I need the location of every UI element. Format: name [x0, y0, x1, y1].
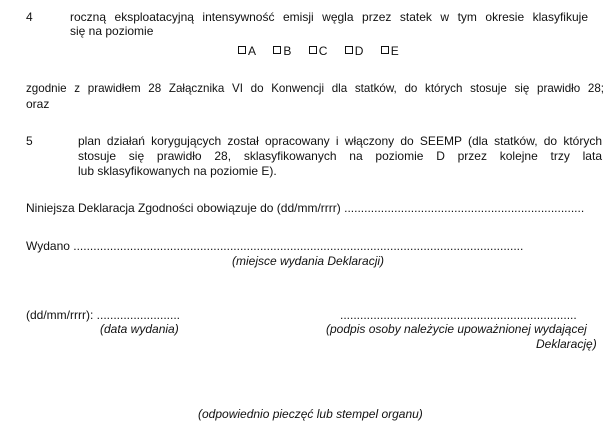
issue-date-field[interactable]: (dd/mm/rrrr): .........................: [26, 308, 181, 322]
classification-checkboxes: [238, 44, 413, 58]
signature-caption-line1: (podpis osoby należycie upoważnionej wydającej: [326, 322, 587, 336]
option-c[interactable]: [309, 44, 328, 58]
checkbox-a[interactable]: [238, 46, 246, 54]
validity-field[interactable]: Niniejsza Deklaracja Zgodności obowiązuje do (dd/mm/rrrr) ........................................................................: [26, 201, 585, 215]
item-5-number: 5: [26, 134, 33, 148]
issued-place-field[interactable]: Wydano .......................................................................................................................................: [26, 239, 524, 253]
option-a-label: A: [248, 44, 257, 58]
compliance-line1: zgodnie z prawidłem 28 Załącznika VI do Konwencji dla statków, do których stosuje się prawidło 28;: [26, 82, 604, 95]
option-c-label: C: [318, 44, 328, 58]
option-e-label: E: [390, 44, 399, 58]
checkbox-b[interactable]: [273, 46, 281, 54]
item-5-text-line1: plan działań korygujących został opracowany i włączony do SEEMP (dla statków, do których: [78, 134, 602, 148]
signature-caption-line2: Deklarację): [536, 337, 597, 351]
issued-place-caption: (miejsce wydania Deklaracji): [232, 254, 385, 268]
option-b[interactable]: [273, 44, 291, 58]
item-4-text-line2: się na poziomie: [70, 24, 154, 38]
compliance-line2: oraz: [26, 97, 50, 111]
option-e[interactable]: [381, 44, 399, 58]
item-5-text-line3: lub sklasyfikowanych na poziomie E).: [78, 164, 277, 178]
seal-caption: (odpowiednio pieczęć lub stempel organu): [198, 407, 423, 421]
checkbox-e[interactable]: [381, 46, 389, 54]
option-b-label: B: [283, 44, 292, 58]
item-4-number: 4: [26, 10, 33, 24]
checkbox-d[interactable]: [345, 46, 353, 54]
option-d-label: D: [354, 44, 364, 58]
issue-date-caption: (data wydania): [100, 322, 179, 336]
item-4-text-line1: roczną eksploatacyjną intensywność emisji węgla przez statek w tym okresie klasyfikuje: [70, 10, 588, 24]
item-5-text-line2: stosuje się prawidło 28, sklasyfikowanych na poziomie D przez kolejne trzy lata: [78, 149, 602, 163]
signature-field[interactable]: .......................................................................: [340, 308, 577, 322]
checkbox-c[interactable]: [309, 46, 317, 54]
option-d[interactable]: [345, 44, 364, 58]
option-a[interactable]: [238, 44, 256, 58]
